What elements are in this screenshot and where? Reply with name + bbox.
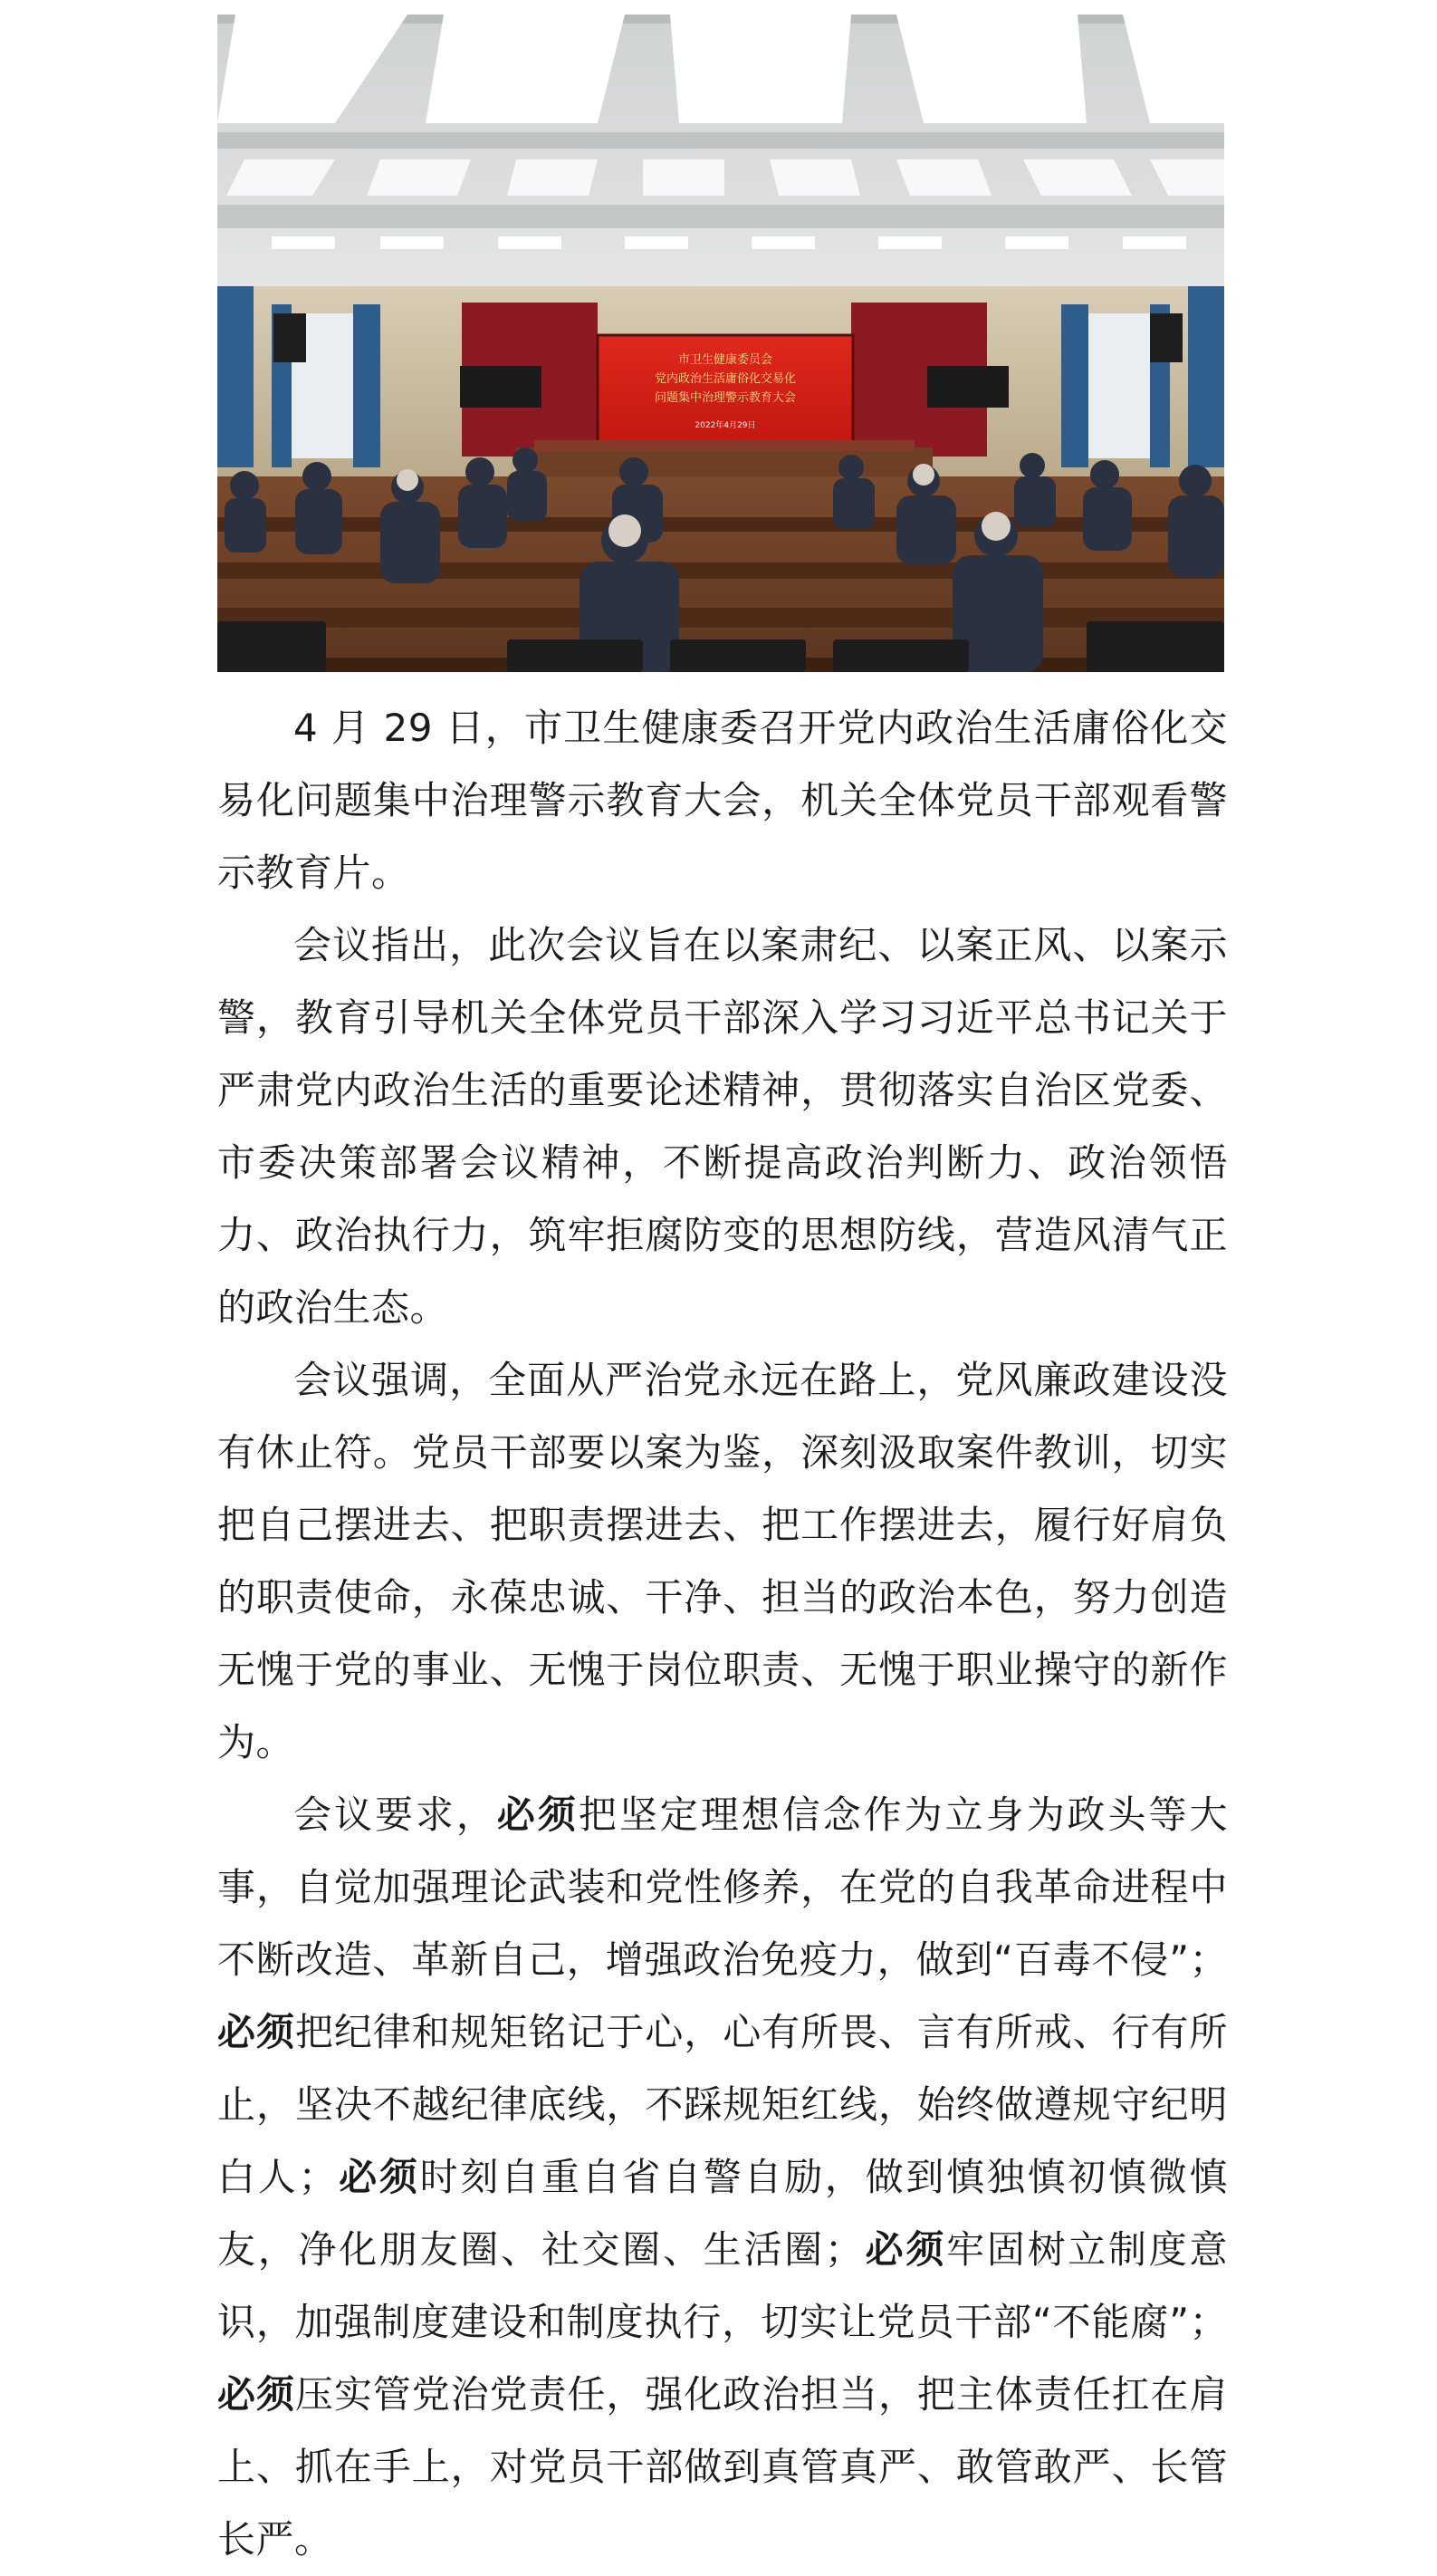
paragraph-2: 会议指出，此次会议旨在以案肃纪、以案正风、以案示警，教育引导机关全体党员干部深入学习习近平总书记关于严肃党内政治生活的重要论述精神，贯彻落实自治区党委、市委决策部署会议精神，不断提高政治判断力、政治领悟力、政治执行力，筑牢拒腐防变的思想防线，营造风清气正的政治生态。	[217, 923, 1228, 1330]
requirement-text: 牢固树立制度意识，加强制度建设和制度执行，切实让党员干部“不能腐”；	[217, 2227, 1228, 2344]
paragraph-1: 4 月 29 日，市卫生健康委召开党内政治生活庸俗化交易化问题集中治理警示教育大会，机关全体党员干部观看警示教育片。	[217, 706, 1228, 895]
article-body	[217, 692, 1228, 2576]
meeting-hall-photo	[217, 14, 1224, 672]
requirement-keyword: 必须	[217, 2010, 295, 2054]
article	[217, 14, 1228, 2576]
screen-line-3: 问题集中治理警示教育大会	[654, 391, 797, 405]
requirement-keyword: 必须	[863, 2227, 947, 2272]
paragraph-requirements	[217, 1779, 1228, 2576]
requirement-keyword: 必须	[336, 2155, 420, 2199]
screen-line-2: 党内政治生活庸俗化交易化	[654, 372, 797, 386]
requirement-text: 把坚定理想信念作为立身为政头等大事，自觉加强理论武装和党性修养，在党的自我革命进程中不断改造、革新自己，增强政治免疫力，做到“百毒不侵”；	[217, 1793, 1228, 1982]
paragraph-3: 会议强调，全面从严治党永远在路上，党风廉政建设没有休止符。党员干部要以案为鉴，深刻汲取案件教训，切实把自己摆进去、把职责摆进去、把工作摆进去，履行好肩负的职责使命，永葆忠诚、干净、担当的政治本色，努力创造无愧于党的事业、无愧于岗位职责、无愧于职业操守的新作为。	[217, 1358, 1228, 1764]
requirement-text: 把纪律和规矩铭记于心，心有所畏、言有所戒、行有所止，坚决不越纪律底线，不踩规矩红线，始终做遵规守纪明白人；	[217, 2010, 1228, 2199]
requirement-text: 压实管党治党责任，强化政治担当，把主体责任扛在肩上、抓在手上，对党员干部做到真管真严、敢管敢严、长管长严。	[217, 2372, 1228, 2562]
screen-line-1: 市卫生健康委员会	[677, 353, 773, 367]
requirement-keyword: 必须	[496, 1793, 579, 1837]
screen-line-4: 2022年4月29日	[695, 421, 756, 430]
requirement-text: 时刻自重自省自警自励，做到慎独慎初慎微慎友，净化朋友圈、社交圈、生活圈；	[217, 2155, 1228, 2272]
requirement-keyword: 必须	[217, 2372, 295, 2417]
requirements-lead: 会议要求，	[293, 1793, 497, 1837]
